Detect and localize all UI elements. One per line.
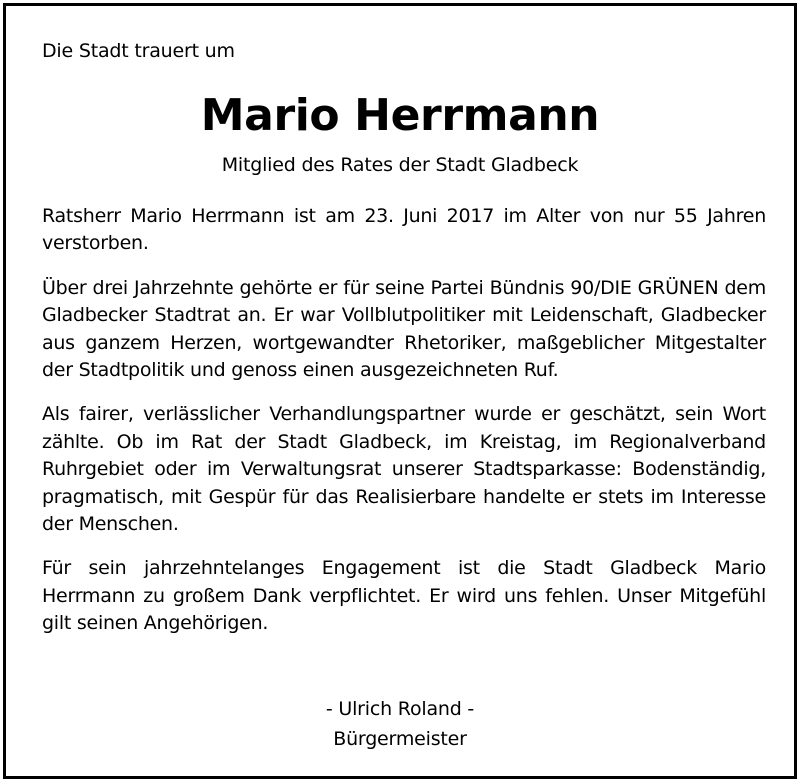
deceased-role: Mitglied des Rates der Stadt Gladbeck (221, 154, 579, 176)
paragraph-character: Als fairer, verlässlicher Verhandlungspartner wurde er geschätzt, sein Wort zählte. Ob im Rat der Stadt Gladbeck, im Kreistag, im Regionalverband Ruhrgebiet oder im Verwaltungsrat unserer Stadtsparkasse: Bodenständig, pragmatisch, mit Gespür für das Realisierbare handelte er stets im Interesse der Menschen. (42, 403, 766, 536)
paragraph-career: Über drei Jahrzehnte gehörte er für seine Partei Bündnis 90/DIE GRÜNEN dem Gladbecker Stadtrat an. Er war Vollblutpolitiker mit Leidenschaft, Gladbecker aus ganzem Herzen, wortgewandter Rhetoriker, maßgeblicher Mitgestalter der Stadtpolitik und genoss einen ausgezeichneten Ruf. (42, 276, 766, 382)
notice-body (42, 203, 766, 655)
paragraph-death: Ratsherr Mario Herrmann ist am 23. Juni 2017 im Alter von nur 55 Jahren verstorben. (42, 205, 766, 255)
signature-name: - Ulrich Roland - (325, 698, 475, 720)
signature-role: Bürgermeister (333, 728, 467, 750)
signature-block (6, 694, 794, 754)
intro-text: Die Stadt trauert um (42, 40, 235, 62)
paragraph-gratitude: Für sein jahrzehntelanges Engagement ist die Stadt Gladbeck Mario Herrmann zu großem Dank verpflichtet. Er wird uns fehlen. Unser Mitgefühl gilt seinen Angehörigen. (42, 557, 766, 635)
obituary-notice (3, 3, 797, 779)
deceased-name: Mario Herrmann (200, 90, 600, 141)
